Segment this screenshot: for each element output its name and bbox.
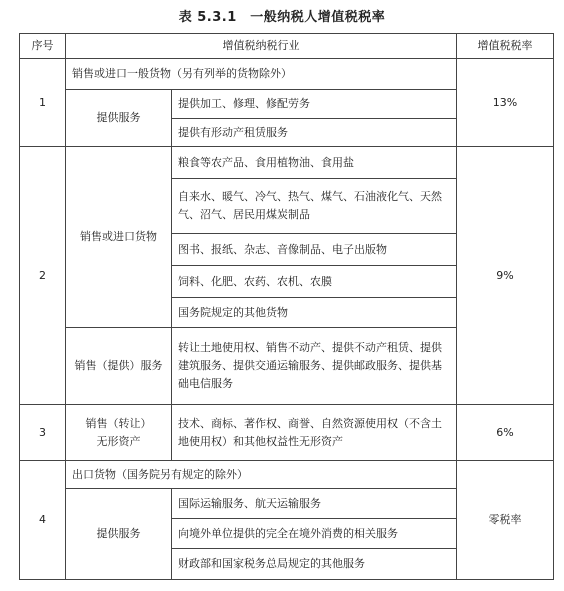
row-item: 国际运输服务、航天运输服务 xyxy=(172,489,457,519)
header-rate: 增值税税率 xyxy=(457,34,554,59)
row-category: 提供服务 xyxy=(66,90,172,147)
row-item: 转让土地使用权、销售不动产、提供不动产租赁、提供建筑服务、提供交通运输服务、提供邮政服务、提供基础电信服务 xyxy=(172,328,457,405)
row-item: 国务院规定的其他货物 xyxy=(172,298,457,328)
row-item: 图书、报纸、杂志、音像制品、电子出版物 xyxy=(172,234,457,266)
row-rate: 13% xyxy=(457,59,554,147)
table-row xyxy=(20,147,554,179)
row-item: 技术、商标、著作权、商誉、自然资源使用权（不含土地使用权）和其他权益性无形资产 xyxy=(172,405,457,461)
row-rate: 6% xyxy=(457,405,554,461)
row-item: 提供有形动产租赁服务 xyxy=(172,119,457,147)
row-category: 销售或进口货物 xyxy=(66,147,172,328)
row-rate: 零税率 xyxy=(457,461,554,580)
row-category: 提供服务 xyxy=(66,489,172,580)
row-rate: 9% xyxy=(457,147,554,405)
row-item: 提供加工、修理、修配劳务 xyxy=(172,90,457,119)
row-category: 销售（提供）服务 xyxy=(66,328,172,405)
row-main: 销售或进口一般货物（另有列举的货物除外） xyxy=(66,59,457,90)
row-seq: 1 xyxy=(20,59,66,147)
row-category-line: 无形资产 xyxy=(96,434,141,448)
row-item: 饲料、化肥、农药、农机、农膜 xyxy=(172,266,457,298)
header-industry: 增值税纳税行业 xyxy=(66,34,457,59)
table-row xyxy=(20,59,554,90)
row-category-line: 销售（转让） xyxy=(85,416,152,430)
row-item: 财政部和国家税务总局规定的其他服务 xyxy=(172,549,457,580)
row-seq: 2 xyxy=(20,147,66,405)
table-row xyxy=(20,405,554,461)
row-category xyxy=(66,405,172,461)
table-header-row xyxy=(20,34,554,59)
row-seq: 4 xyxy=(20,461,66,580)
row-item: 粮食等农产品、食用植物油、食用盐 xyxy=(172,147,457,179)
table-row xyxy=(20,461,554,489)
vat-rate-table xyxy=(19,33,554,580)
header-seq: 序号 xyxy=(20,34,66,59)
row-item: 自来水、暖气、冷气、热气、煤气、石油液化气、天然气、沼气、居民用煤炭制品 xyxy=(172,179,457,234)
row-seq: 3 xyxy=(20,405,66,461)
table-title: 表 5.3.1 一般纳税人增值税税率 xyxy=(178,10,386,25)
row-main: 出口货物（国务院另有规定的除外） xyxy=(66,461,457,489)
row-item: 向境外单位提供的完全在境外消费的相关服务 xyxy=(172,519,457,549)
